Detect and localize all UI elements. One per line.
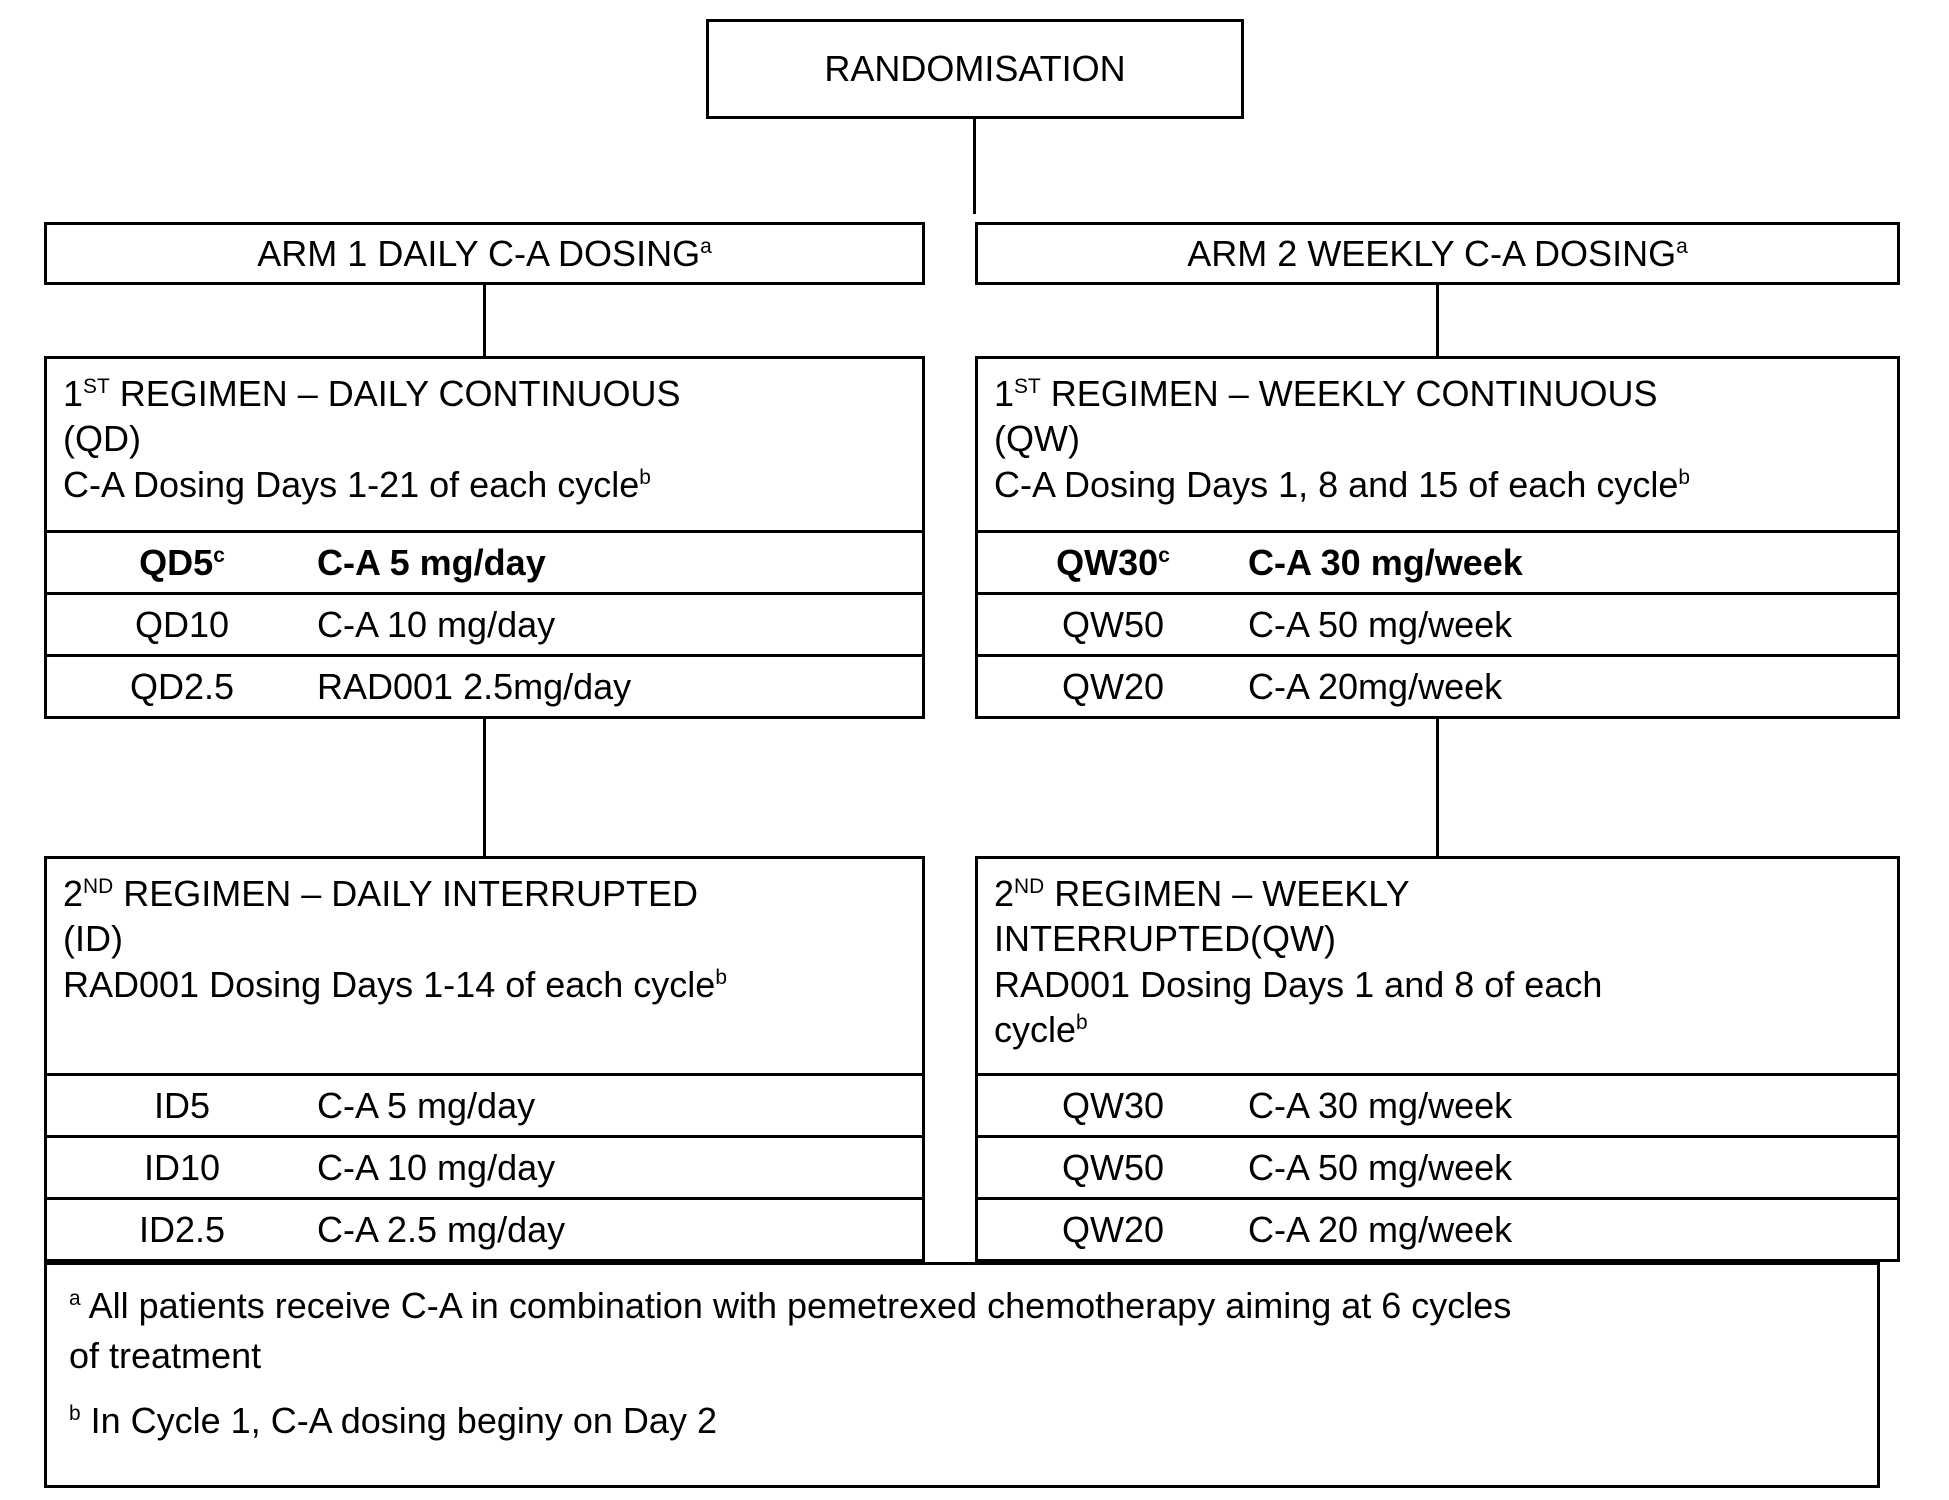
arm1-regimen2-box (44, 856, 925, 1262)
footnote-a-text: All patients receive C-A in combination with pemetrexed chemotherapy aiming at 6 cycles of treatment (69, 1285, 1512, 1376)
arm1-regimen1-header (47, 359, 922, 530)
dose-row (978, 592, 1897, 654)
arm1-regimen2-title (63, 871, 904, 962)
regimen-subtitle-text: RAD001 Dosing Days 1-14 of each cycle (63, 963, 716, 1005)
arm1-regimen2-header (47, 859, 922, 1073)
arm2-header-box (975, 222, 1900, 285)
dose-description: C-A 30 mg/week (1248, 1084, 1513, 1126)
dose-description: C-A 5 mg/day (317, 1084, 536, 1126)
dose-description: C-A 10 mg/day (317, 603, 556, 645)
arm2-regimen2-subtitle (994, 962, 1879, 1053)
regimen-subtitle-text: C-A Dosing Days 1-21 of each cycle (63, 463, 640, 505)
footnote-b-text: In Cycle 1, C-A dosing beginy on Day 2 (80, 1400, 717, 1442)
dose-code-text: QW20 (1061, 665, 1165, 707)
regimen-number: 2 (63, 873, 84, 914)
arm2-regimen1-subtitle (994, 462, 1879, 507)
dose-code-text: QW50 (1061, 1146, 1165, 1188)
footnote-b (69, 1396, 1855, 1446)
arm1-regimen1-title (63, 371, 904, 462)
regimen-ordinal: ND (1014, 875, 1045, 898)
connector-arm2-regimen1-to-regimen2 (1436, 717, 1439, 858)
regimen-ordinal: ND (83, 875, 114, 898)
dose-code-text: ID5 (153, 1084, 211, 1126)
dose-description: C-A 10 mg/day (317, 1146, 556, 1188)
dose-code-text: QW20 (1061, 1208, 1165, 1250)
dose-code (978, 1209, 1248, 1251)
footnote-marker-c: c (213, 543, 225, 567)
arm1-header-text: ARM 1 DAILY C-A DOSING (257, 232, 701, 274)
dose-row (978, 1197, 1897, 1259)
regimen-subtitle-text: RAD001 Dosing Days 1 and 8 of each cycle (994, 963, 1603, 1051)
dose-code (978, 604, 1248, 646)
arm1-regimen1-subtitle (63, 462, 904, 507)
randomisation-box (706, 19, 1244, 119)
regimen-ordinal: ST (83, 375, 110, 398)
footnote-marker-b: b (1678, 465, 1690, 489)
dose-code-text: QW50 (1061, 603, 1165, 645)
footnote-b-marker: b (69, 1402, 81, 1426)
arm1-regimen2-subtitle (63, 962, 904, 1007)
footnote-marker-b: b (715, 965, 727, 989)
connector-arm1-to-regimen1 (483, 285, 486, 358)
connector-randomisation (973, 119, 976, 214)
dose-row (978, 530, 1897, 592)
dose-row (47, 654, 922, 716)
dose-row (47, 592, 922, 654)
dose-code (978, 1085, 1248, 1127)
regimen-number: 2 (994, 873, 1015, 914)
dose-code (47, 1147, 317, 1189)
footnote-marker-b: b (639, 465, 651, 489)
dose-row (978, 654, 1897, 716)
dose-code (47, 604, 317, 646)
arm2-header-text: ARM 2 WEEKLY C-A DOSING (1187, 232, 1677, 274)
dose-description: C-A 20mg/week (1248, 665, 1503, 707)
dose-code (978, 1147, 1248, 1189)
dose-description: C-A 50 mg/week (1248, 1146, 1513, 1188)
dose-row (47, 1135, 922, 1197)
regimen-ordinal: ST (1014, 375, 1041, 398)
dose-description: C-A 30 mg/week (1248, 541, 1523, 583)
regimen-number: 1 (994, 373, 1015, 414)
regimen-title-text: REGIMEN – DAILY CONTINUOUS (QD) (63, 373, 681, 460)
dose-description: C-A 5 mg/day (317, 541, 546, 583)
arm1-footnote-marker-a: a (700, 234, 712, 258)
dose-description: C-A 50 mg/week (1248, 603, 1513, 645)
arm2-regimen1-title (994, 371, 1879, 462)
dose-description: C-A 20 mg/week (1248, 1208, 1513, 1250)
regimen-title-text: REGIMEN – WEEKLY INTERRUPTED(QW) (994, 873, 1410, 960)
dose-code-text: QD5 (139, 541, 214, 583)
dose-code-text: ID10 (143, 1146, 221, 1188)
dose-row (47, 1197, 922, 1259)
randomisation-label: RANDOMISATION (824, 48, 1126, 89)
dose-code-text: QD2.5 (129, 665, 235, 707)
connector-arm2-to-regimen1 (1436, 285, 1439, 358)
arm1-regimen1-box (44, 356, 925, 719)
footnote-a (69, 1281, 1855, 1380)
regimen-subtitle-text: C-A Dosing Days 1, 8 and 15 of each cycle (994, 463, 1679, 505)
arm1-header-box (44, 222, 925, 285)
dose-code (978, 666, 1248, 708)
regimen-title-text: REGIMEN – DAILY INTERRUPTED (ID) (63, 873, 698, 960)
footnote-marker-c: c (1158, 543, 1170, 567)
dose-code (47, 1085, 317, 1127)
dose-row (47, 1073, 922, 1135)
arm2-header-label (1187, 233, 1687, 275)
footnotes-box (44, 1262, 1880, 1488)
arm2-regimen2-title (994, 871, 1879, 962)
dose-code-text: QW30 (1056, 541, 1159, 583)
dose-code-text: QD10 (134, 603, 230, 645)
dose-description: RAD001 2.5mg/day (317, 665, 632, 707)
dose-row (47, 530, 922, 592)
arm2-regimen2-header (978, 859, 1897, 1073)
dose-code-text: ID2.5 (138, 1208, 226, 1250)
dose-code (47, 666, 317, 708)
dose-code-text: QW30 (1061, 1084, 1165, 1126)
regimen-title-text: REGIMEN – WEEKLY CONTINUOUS (QW) (994, 373, 1658, 460)
dose-row (978, 1073, 1897, 1135)
arm2-footnote-marker-a: a (1676, 234, 1688, 258)
footnote-marker-b: b (1076, 1011, 1088, 1035)
arm2-regimen2-box (975, 856, 1900, 1262)
dose-code (47, 1209, 317, 1251)
dose-code (47, 542, 317, 584)
dose-row (978, 1135, 1897, 1197)
arm2-regimen1-box (975, 356, 1900, 719)
regimen-number: 1 (63, 373, 84, 414)
connector-arm1-regimen1-to-regimen2 (483, 717, 486, 858)
footnote-a-marker: a (69, 1287, 81, 1310)
arm2-regimen1-header (978, 359, 1897, 530)
dose-description: C-A 2.5 mg/day (317, 1208, 566, 1250)
dose-code (978, 542, 1248, 584)
arm1-header-label (257, 233, 711, 275)
